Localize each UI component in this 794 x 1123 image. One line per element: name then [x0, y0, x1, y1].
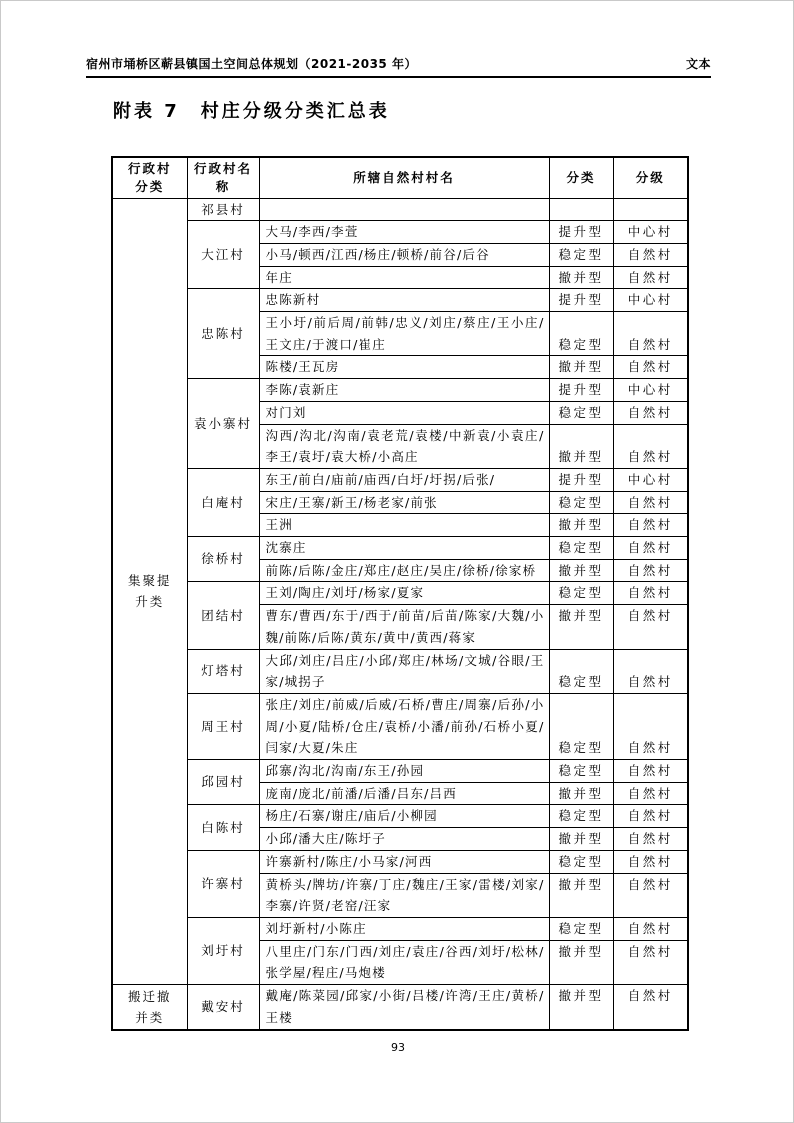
- class-cell: 稳定型: [549, 850, 613, 873]
- class-cell: 提升型: [549, 379, 613, 402]
- table-row: [112, 693, 688, 759]
- village-name-cell: 白陈村: [187, 805, 259, 850]
- grade-cell: 自然村: [613, 559, 688, 582]
- grade-cell: 自然村: [613, 760, 688, 783]
- class-cell: 撤并型: [549, 940, 613, 984]
- hamlets-cell: 杨庄/石寨/谢庄/庙后/小柳园: [259, 805, 549, 828]
- hamlets-cell: 大马/李西/李萱: [259, 221, 549, 244]
- col-header-admin-village-category: 行政村 分类: [112, 157, 187, 198]
- grade-cell: 自然村: [613, 243, 688, 266]
- table-row: [112, 468, 688, 491]
- hamlets-cell: 李陈/袁新庄: [259, 379, 549, 402]
- col-header-grade: 分级: [613, 157, 688, 198]
- class-cell: 撤并型: [549, 559, 613, 582]
- page-number: 93: [391, 1041, 405, 1054]
- village-name-cell: 大江村: [187, 221, 259, 289]
- hamlets-cell: 王刘/陶庄/刘圩/杨家/夏家: [259, 582, 549, 605]
- hamlets-cell: 邱寨/沟北/沟南/东王/孙园: [259, 760, 549, 783]
- hamlets-cell: 陈楼/王瓦房: [259, 356, 549, 379]
- class-cell: 撤并型: [549, 424, 613, 468]
- hamlets-cell: 沈寨庄: [259, 537, 549, 560]
- class-cell: [549, 198, 613, 221]
- class-cell: 撤并型: [549, 828, 613, 851]
- hamlets-cell: 王小圩/前后周/前韩/忠义/刘庄/蔡庄/王小庄/王文庄/于渡口/崔庄: [259, 312, 549, 356]
- hamlets-cell: 小邱/潘大庄/陈圩子: [259, 828, 549, 851]
- header-left-text: 宿州市埇桥区蕲县镇国土空间总体规划（2021-2035 年）: [86, 57, 417, 71]
- col-header-class: 分类: [549, 157, 613, 198]
- category-cell: 集聚提 升类: [112, 198, 187, 985]
- village-name-cell: 邱园村: [187, 760, 259, 805]
- class-cell: 撤并型: [549, 873, 613, 917]
- hamlets-cell: 对门刘: [259, 401, 549, 424]
- hamlets-cell: 许寨新村/陈庄/小马家/河西: [259, 850, 549, 873]
- class-cell: 稳定型: [549, 537, 613, 560]
- class-cell: 撤并型: [549, 266, 613, 289]
- class-cell: 稳定型: [549, 401, 613, 424]
- village-name-cell: 团结村: [187, 582, 259, 649]
- village-classification-table: [111, 156, 689, 1031]
- table-row: [112, 649, 688, 693]
- grade-cell: 自然村: [613, 918, 688, 941]
- grade-cell: 自然村: [613, 266, 688, 289]
- hamlets-cell: 八里庄/门东/门西/刘庄/袁庄/谷西/刘圩/松林/张学屋/程庄/马炮楼: [259, 940, 549, 984]
- village-name-cell: 许寨村: [187, 850, 259, 917]
- table-body: [112, 198, 688, 1030]
- header-right-text: 文本: [685, 57, 711, 71]
- village-name-cell: 白庵村: [187, 468, 259, 536]
- col-header-natural-village-names: 所辖自然村村名: [259, 157, 549, 198]
- class-cell: 稳定型: [549, 649, 613, 693]
- table-row: [112, 198, 688, 221]
- grade-cell: 中心村: [613, 221, 688, 244]
- grade-cell: 自然村: [613, 356, 688, 379]
- table-container: [111, 156, 689, 1031]
- grade-cell: 中心村: [613, 379, 688, 402]
- hamlets-cell: 张庄/刘庄/前威/后威/石桥/曹庄/周寨/后孙/小周/小夏/陆桥/仓庄/袁桥/小潘/前孙/石桥小夏/闫家/大夏/朱庄: [259, 693, 549, 759]
- class-cell: 提升型: [549, 221, 613, 244]
- table-row: [112, 582, 688, 605]
- table-row: [112, 289, 688, 312]
- class-cell: 撤并型: [549, 782, 613, 805]
- grade-cell: 自然村: [613, 940, 688, 984]
- table-row: [112, 221, 688, 244]
- table-row: [112, 537, 688, 560]
- class-cell: 提升型: [549, 468, 613, 491]
- hamlets-cell: 王洲: [259, 514, 549, 537]
- grade-cell: 自然村: [613, 537, 688, 560]
- hamlets-cell: 忠陈新村: [259, 289, 549, 312]
- grade-cell: 自然村: [613, 401, 688, 424]
- hamlets-cell: 刘圩新村/小陈庄: [259, 918, 549, 941]
- village-name-cell: 周王村: [187, 693, 259, 759]
- class-cell: 稳定型: [549, 312, 613, 356]
- table-row: [112, 805, 688, 828]
- class-cell: 撤并型: [549, 514, 613, 537]
- hamlets-cell: 沟西/沟北/沟南/袁老荒/袁楼/中新袁/小袁庄/李王/袁圩/袁大桥/小高庄: [259, 424, 549, 468]
- grade-cell: 自然村: [613, 491, 688, 514]
- hamlets-cell: [259, 198, 549, 221]
- grade-cell: 中心村: [613, 468, 688, 491]
- grade-cell: 自然村: [613, 693, 688, 759]
- grade-cell: 自然村: [613, 782, 688, 805]
- class-cell: 稳定型: [549, 918, 613, 941]
- village-name-cell: 祁县村: [187, 198, 259, 221]
- grade-cell: 自然村: [613, 514, 688, 537]
- grade-cell: 自然村: [613, 582, 688, 605]
- grade-cell: [613, 198, 688, 221]
- class-cell: 撤并型: [549, 985, 613, 1030]
- table-header-row: [112, 157, 688, 198]
- page-header: [86, 55, 711, 78]
- grade-cell: 自然村: [613, 312, 688, 356]
- hamlets-cell: 小马/顿西/江西/杨庄/顿桥/前谷/后谷: [259, 243, 549, 266]
- village-name-cell: 灯塔村: [187, 649, 259, 693]
- village-name-cell: 袁小寨村: [187, 379, 259, 469]
- village-name-cell: 徐桥村: [187, 537, 259, 582]
- class-cell: 提升型: [549, 289, 613, 312]
- grade-cell: 自然村: [613, 985, 688, 1030]
- table-row: [112, 379, 688, 402]
- table-row: [112, 985, 688, 1030]
- table-row: [112, 760, 688, 783]
- grade-cell: 自然村: [613, 649, 688, 693]
- grade-cell: 自然村: [613, 828, 688, 851]
- hamlets-cell: 曹东/曹西/东于/西于/前苗/后苗/陈家/大魏/小魏/前陈/后陈/黄东/黄中/黄西/蒋家: [259, 605, 549, 649]
- class-cell: 稳定型: [549, 805, 613, 828]
- hamlets-cell: 戴庵/陈菜园/邱家/小街/吕楼/许湾/王庄/黄桥/王楼: [259, 985, 549, 1030]
- village-name-cell: 忠陈村: [187, 289, 259, 379]
- class-cell: 稳定型: [549, 760, 613, 783]
- grade-cell: 中心村: [613, 289, 688, 312]
- hamlets-cell: 大邱/刘庄/吕庄/小邱/郑庄/林场/文城/谷眼/王家/城拐子: [259, 649, 549, 693]
- table-row: [112, 850, 688, 873]
- hamlets-cell: 庞南/庞北/前潘/后潘/吕东/吕西: [259, 782, 549, 805]
- hamlets-cell: 宋庄/王寨/新王/杨老家/前张: [259, 491, 549, 514]
- grade-cell: 自然村: [613, 424, 688, 468]
- col-header-admin-village-name: 行政村名 称: [187, 157, 259, 198]
- hamlets-cell: 前陈/后陈/金庄/郑庄/赵庄/吴庄/徐桥/徐家桥: [259, 559, 549, 582]
- hamlets-cell: 年庄: [259, 266, 549, 289]
- table-row: [112, 918, 688, 941]
- grade-cell: 自然村: [613, 805, 688, 828]
- category-cell: 搬迁撤 并类: [112, 985, 187, 1030]
- class-cell: 撤并型: [549, 356, 613, 379]
- grade-cell: 自然村: [613, 605, 688, 649]
- hamlets-cell: 东王/前白/庙前/庙西/白圩/圩拐/后张/: [259, 468, 549, 491]
- class-cell: 稳定型: [549, 243, 613, 266]
- village-name-cell: 戴安村: [187, 985, 259, 1030]
- class-cell: 撤并型: [549, 605, 613, 649]
- class-cell: 稳定型: [549, 693, 613, 759]
- hamlets-cell: 黄桥头/牌坊/许寨/丁庄/魏庄/王家/雷楼/刘家/李寨/许贤/老窑/汪家: [259, 873, 549, 917]
- grade-cell: 自然村: [613, 873, 688, 917]
- table-title: 附表 7 村庄分级分类汇总表: [113, 101, 390, 122]
- class-cell: 稳定型: [549, 491, 613, 514]
- grade-cell: 自然村: [613, 850, 688, 873]
- class-cell: 稳定型: [549, 582, 613, 605]
- village-name-cell: 刘圩村: [187, 918, 259, 985]
